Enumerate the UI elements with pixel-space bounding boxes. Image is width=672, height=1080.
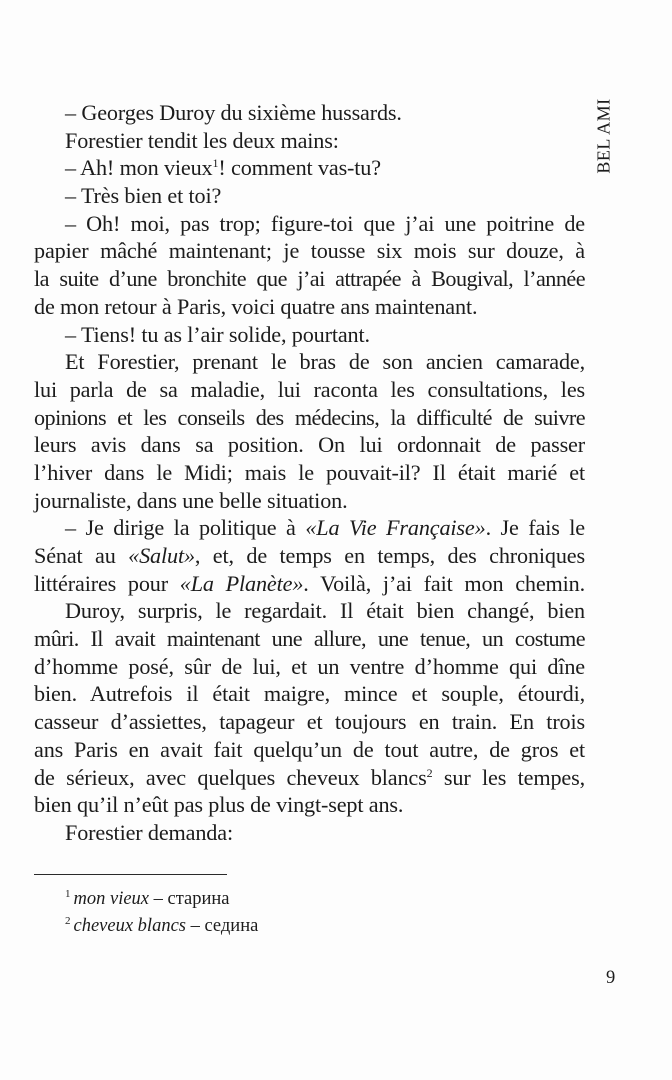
text-run: de mon retour à Paris, voici quatre ans maintenant. [34,293,478,319]
italic-title: «Salut» [128,543,195,568]
text-run: bien qu’il n’eût pas plus de vingt-sept ans. [34,792,404,818]
text-line [34,764,585,792]
footnote [65,913,258,940]
text-line [34,570,585,598]
text-line [34,404,585,432]
text-line [34,237,585,265]
text-line [34,99,585,127]
text-run: la suite d’une bronchite que j’ai attrapée à Bougival, l’année [34,266,585,292]
text-line [34,680,585,708]
text-line [34,210,585,238]
text-line [34,819,585,847]
text-run: Forestier demanda: [65,819,233,845]
footnote-term: cheveux blancs [73,915,186,936]
text-line [34,736,585,764]
text-run: bien. Autrefois il était maigre, mince et souple, étourdi, [34,681,585,707]
text-line [34,431,585,459]
italic-title: «La Vie Française» [305,515,486,541]
text-run: – Je dirige la politique à [65,515,306,541]
text-run: journaliste, dans une belle situation. [34,487,348,513]
text-run: – Georges Duroy du sixième hussards. [65,100,402,125]
text-run: Et Forestier, prenant le bras de son ancien camarade, [65,349,585,375]
text-run: – Tiens! tu as l’air solide, pourtant. [65,321,370,347]
text-run: , et, de temps en temps, des chroniques [194,543,585,568]
footnote-reference: 1 [212,156,219,171]
text-run: mûri. Il avait maintenant une allure, une tenue, un costume [34,626,585,652]
text-line [34,154,585,182]
text-line [34,127,585,155]
text-line [34,265,585,293]
text-run: leurs avis dans sa position. On lui ordonnait de passer [34,432,585,458]
text-run: sur les tempes, [432,764,585,790]
text-run: – Ah! mon vieux [65,155,213,181]
footnote-reference: 2 [426,765,433,780]
footnotes [65,886,258,939]
footnote [65,886,258,913]
text-line [34,348,585,376]
footnote-term: mon vieux [73,889,150,909]
text-line [34,459,585,487]
text-run: Duroy, surpris, le regardait. Il était bien changé, bien [65,598,585,624]
text-line [34,542,585,570]
text-line [34,321,585,349]
text-line [34,597,585,625]
text-line [34,625,585,653]
body-text [34,99,585,847]
text-run: – Oh! moi, pas trop; figure-toi que j’ai une poitrine de [65,210,585,236]
text-run: littéraires pour [34,570,180,596]
text-run: Forestier tendit les deux mains: [65,127,339,153]
text-line [34,376,585,404]
footnote-separator: – [149,889,168,909]
text-line [34,182,585,210]
text-line [34,653,585,681]
text-line [34,708,585,736]
text-line [34,293,585,321]
footnote-separator: – [185,915,205,936]
text-run: ans Paris en avait fait quelqu’un de tout autre, de gros et [34,736,585,762]
text-run: opinions et les conseils des médecins, la difficulté de suivre [34,404,585,430]
running-head-title: BEL AMI [593,98,614,174]
text-line [34,487,585,515]
text-run: Sénat au [34,543,129,568]
text-run: l’hiver dans le Midi; mais le pouvait-il? Il était marié et [34,459,585,485]
text-run: . Je fais le [485,515,585,541]
footnote-marker: 2 [65,914,71,927]
footnote-marker: 1 [65,888,71,900]
text-run: – Très bien et toi? [65,183,222,209]
text-run: . Voilà, j’ai fait mon chemin. [303,570,585,596]
text-run: papier mâché maintenant; je tousse six mois sur douze, à [34,238,585,264]
text-line [34,514,585,542]
footnote-rule [34,874,227,875]
text-run: de sérieux, avec quelques cheveux blancs [34,764,427,790]
footnote-translation: старина [167,889,230,909]
text-run: casseur d’assiettes, tapageur et toujours en train. En trois [34,709,585,735]
footnote-translation: седина [204,915,259,936]
text-line [34,791,585,819]
page-number: 9 [606,968,616,988]
italic-title: «La Planète» [179,570,304,596]
text-run: d’homme posé, sûr de lui, et un ventre d’homme qui dîne [34,653,585,679]
running-head [588,80,620,192]
text-run: lui parla de sa maladie, lui raconta les consultations, les [34,376,585,402]
text-run: ! comment vas-tu? [218,155,381,181]
